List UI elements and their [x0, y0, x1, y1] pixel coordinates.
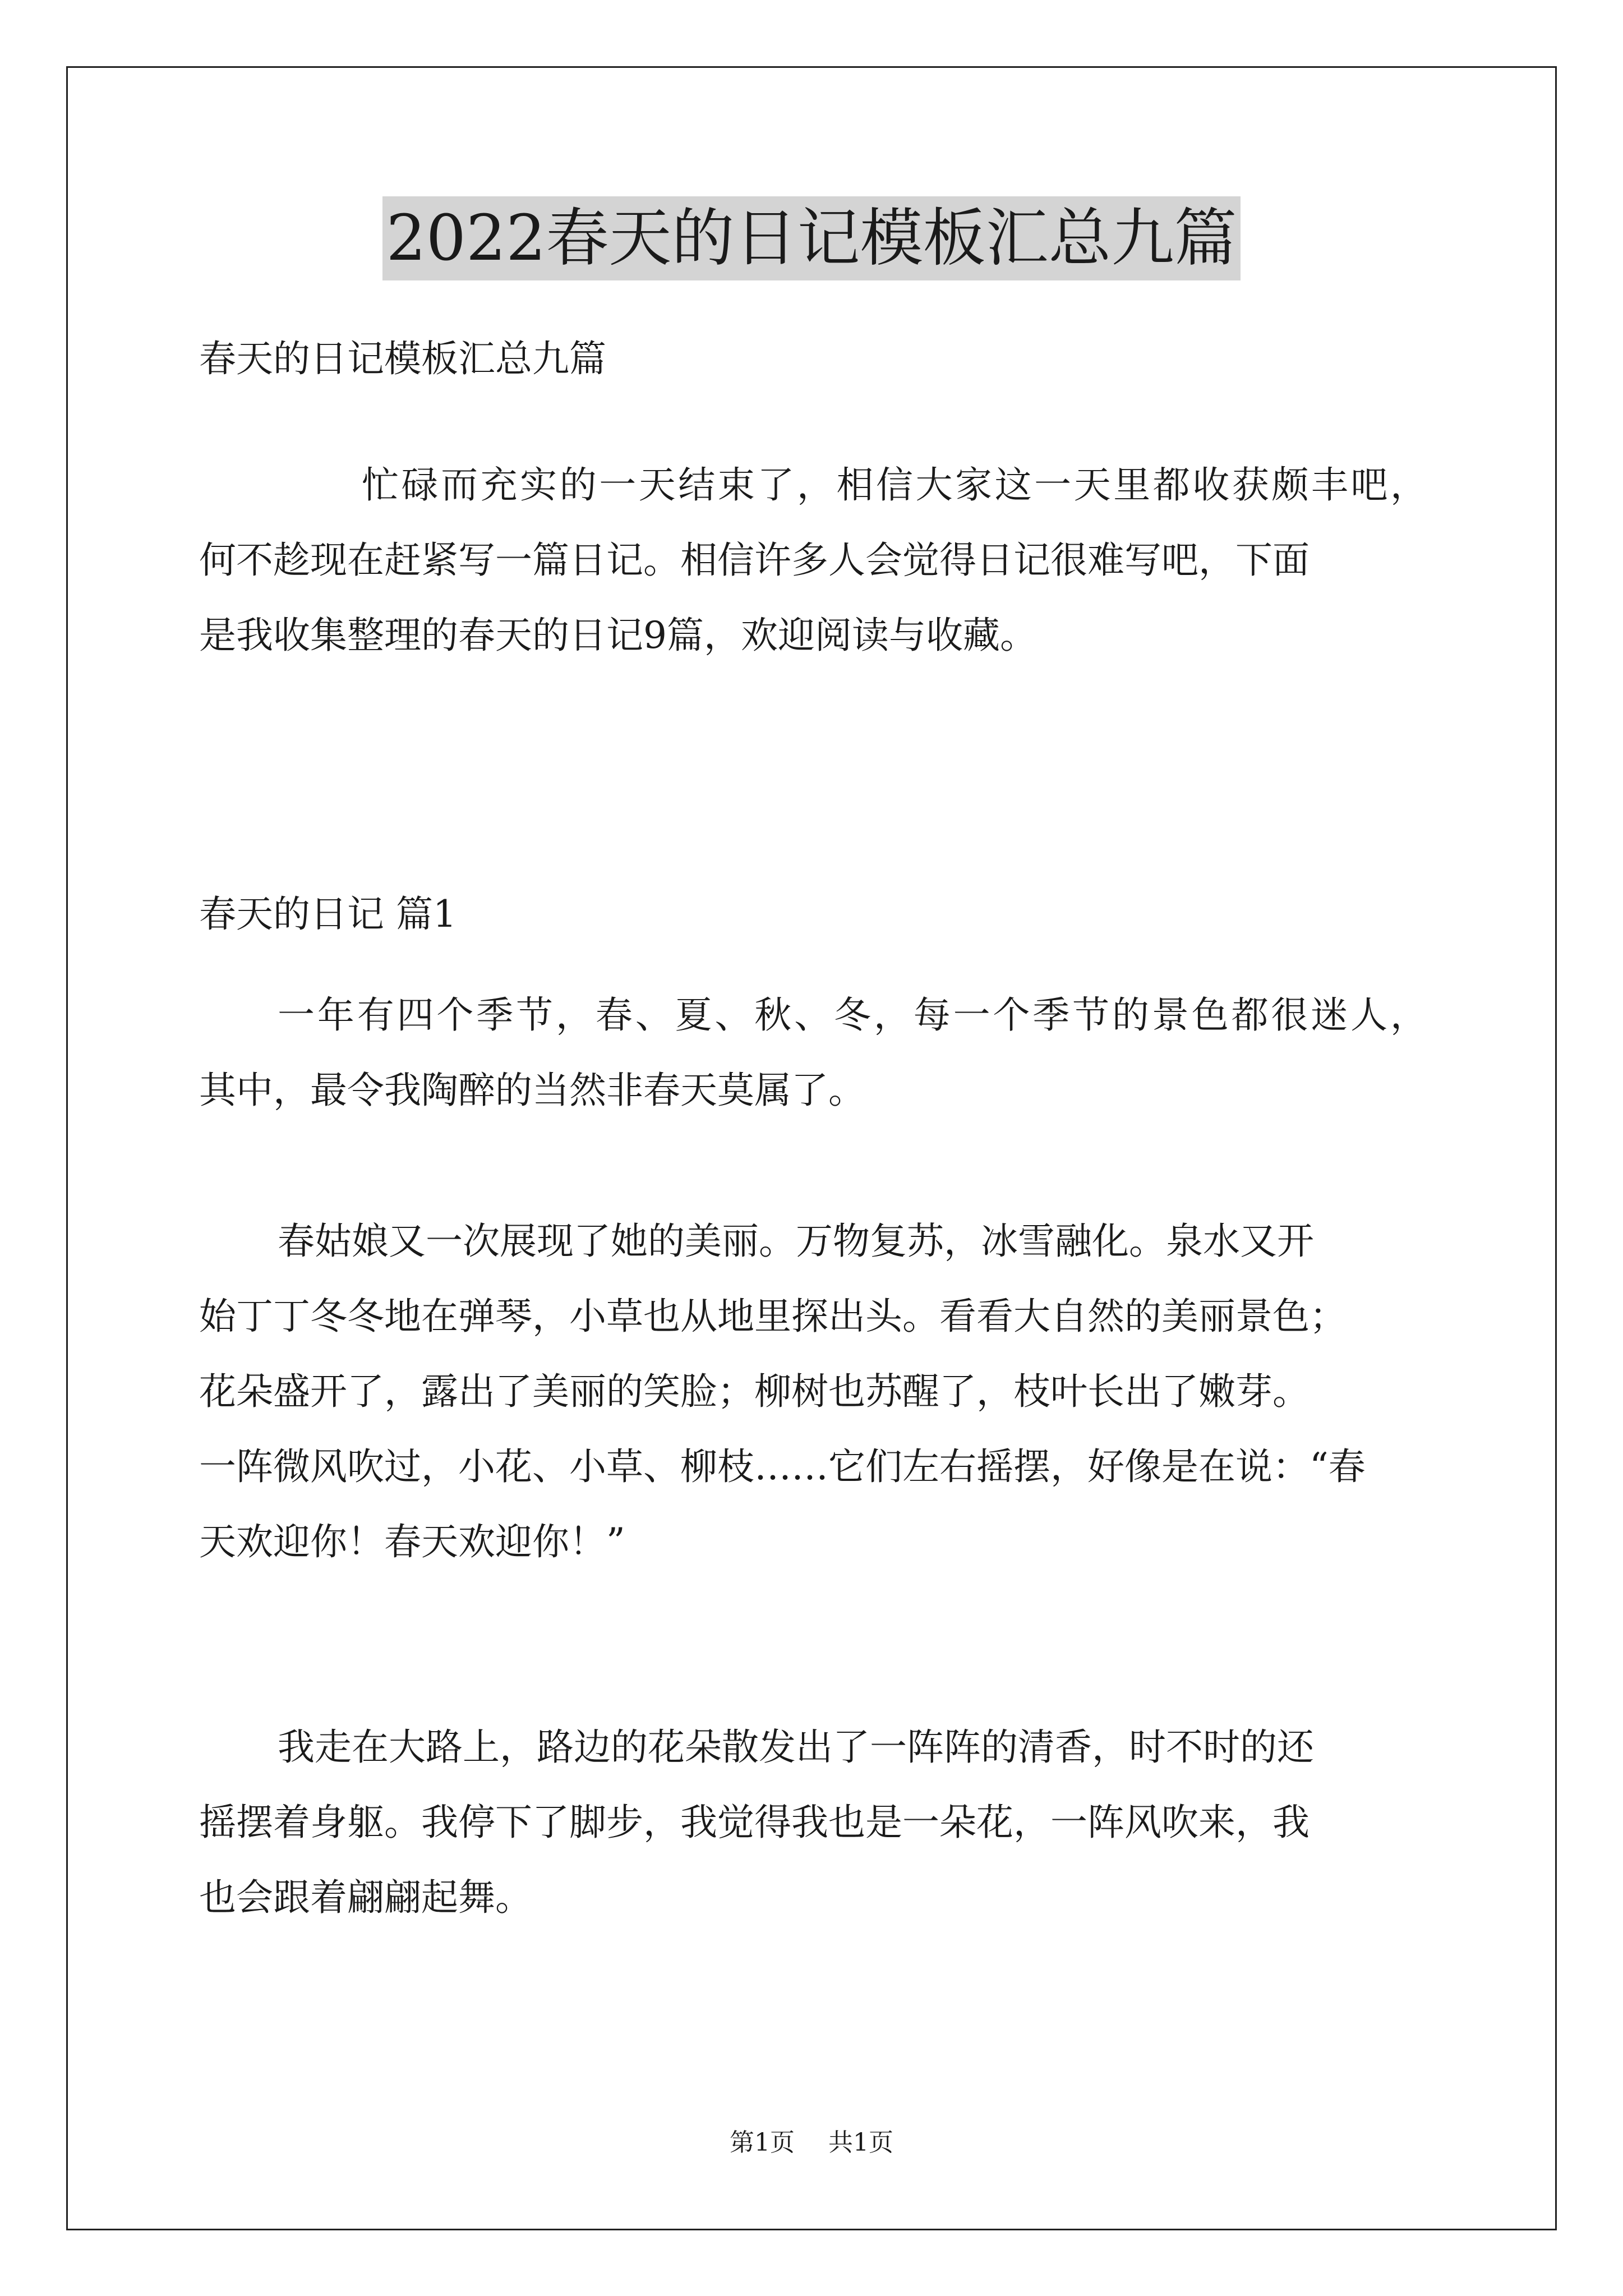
- page-total: 共1页: [828, 2128, 893, 2157]
- paragraph-line: 天欢迎你！春天欢迎你！”: [199, 1520, 625, 1563]
- paragraph-line: 我走在大路上，路边的花朵散发出了一阵阵的清香，时不时的还: [278, 1726, 1314, 1769]
- paragraph-2: [199, 1213, 1427, 1570]
- page-footer: [0, 2126, 1623, 2160]
- document-subtitle: 春天的日记模板汇总九篇: [199, 337, 606, 380]
- intro-paragraph: [199, 457, 1427, 664]
- intro-line: 忙碌而充实的一天结束了，相信大家这一天里都收获颇丰吧，: [362, 463, 1427, 507]
- subtitle-block: [199, 331, 1427, 387]
- paragraph-1: [199, 987, 1427, 1119]
- paragraph-line: 其中，最令我陶醉的当然非春天莫属了。: [199, 1069, 865, 1112]
- paragraph-3: [199, 1719, 1427, 1926]
- page-number: 第1页: [730, 2128, 795, 2157]
- paragraph-line: 一年有四个季节，春、夏、秋、冬，每一个季节的景色都很迷人，: [278, 993, 1427, 1037]
- paragraph-line: 一阵微风吹过，小花、小草、柳枝……它们左右摇摆，好像是在说：“春: [199, 1445, 1366, 1488]
- paragraph-line: 也会跟着翩翩起舞。: [199, 1876, 532, 1919]
- paragraph-line: 春姑娘又一次展现了她的美丽。万物复苏，冰雪融化。泉水又开: [278, 1220, 1314, 1263]
- paragraph-line: 摇摆着身躯。我停下了脚步，我觉得我也是一朵花，一阵风吹来，我: [199, 1801, 1310, 1844]
- section-heading: 春天的日记 篇1: [199, 892, 457, 936]
- title-container: [0, 196, 1623, 280]
- section-heading-block: [199, 886, 1427, 942]
- intro-line: 是我收集整理的春天的日记9篇，欢迎阅读与收藏。: [199, 614, 1037, 657]
- document-title: 2022春天的日记模板汇总九篇: [382, 196, 1240, 280]
- paragraph-line: 始丁丁冬冬地在弹琴，小草也从地里探出头。看看大自然的美丽景色；: [199, 1295, 1347, 1338]
- intro-line: 何不趁现在赶紧写一篇日记。相信许多人会觉得日记很难写吧，下面: [199, 539, 1310, 582]
- paragraph-line: 花朵盛开了，露出了美丽的笑脸；柳树也苏醒了，枝叶长出了嫩芽。: [199, 1370, 1310, 1413]
